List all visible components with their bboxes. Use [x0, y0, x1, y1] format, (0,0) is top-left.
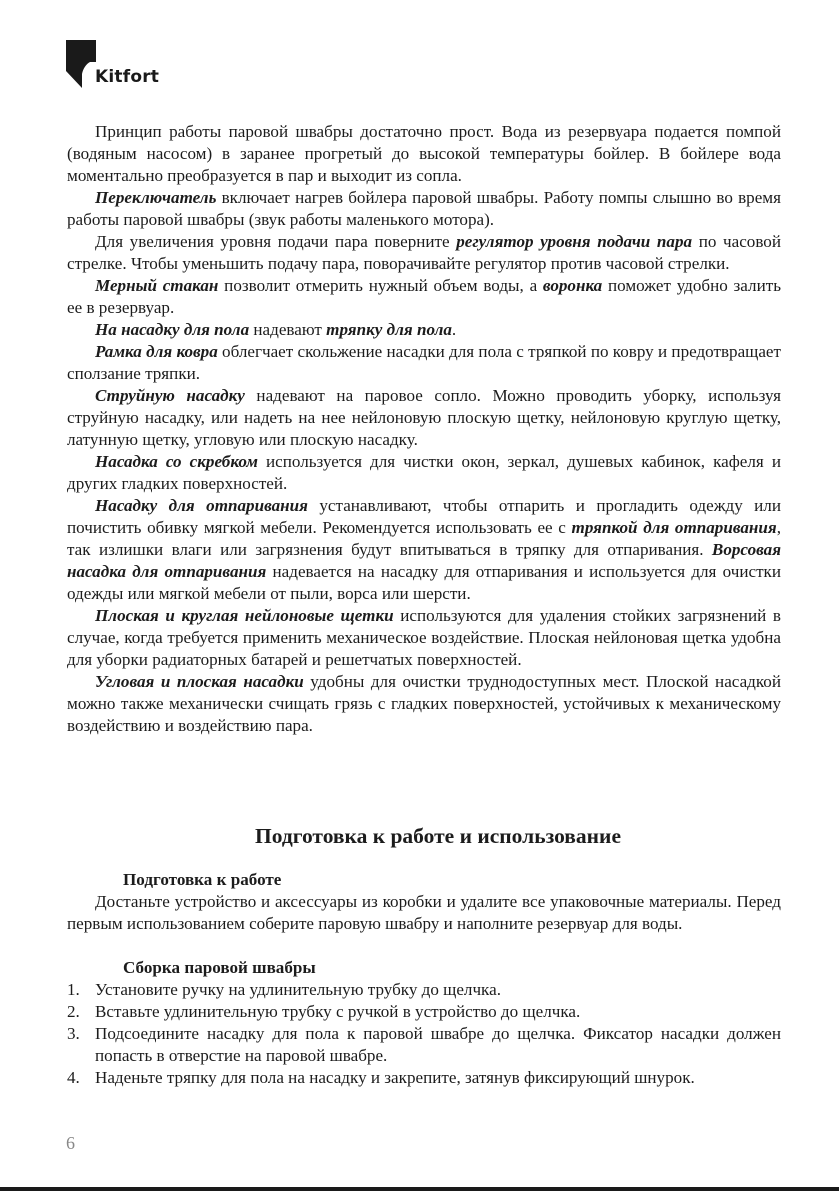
body-text: поможет удобно залить ее в резервуар.: [67, 276, 781, 317]
assembly-step: [67, 1067, 781, 1089]
step-text: Наденьте тряпку для пола на насадку и закрепите, затянув фиксирующий шнурок.: [95, 1068, 695, 1087]
assembly-step: [67, 1023, 781, 1067]
intro-paragraph: [67, 121, 781, 187]
step-number: 1.: [67, 980, 80, 999]
term-highlight: Струйную насадку: [95, 386, 245, 405]
body-text: удобны для очистки труднодоступных мест. Плоской насадкой можно также механически счищать грязь с гладких поверхностей, устойчивых к механическому воздействию и воздействию пара.: [67, 672, 781, 735]
assembly-steps: [67, 979, 781, 1089]
term-highlight: На насадку для пола: [95, 320, 250, 339]
body-text: включает нагрев бойлера паровой швабры. Работу помпы слышно во время работы паровой швабры (звук работы маленького мотора).: [67, 188, 781, 229]
step-text: Подсоедините насадку для пола к паровой швабре до щелчка. Фиксатор насадки должен попасть в отверстие на паровой швабре.: [95, 1024, 781, 1065]
intro-paragraph: [67, 385, 781, 451]
assembly-step: [67, 979, 781, 1001]
term-highlight: воронка: [542, 276, 603, 295]
intro-paragraph: [67, 275, 781, 319]
page-number: 6: [66, 1133, 75, 1153]
preparation-section: [67, 869, 781, 1089]
body-text: надевают: [249, 320, 327, 339]
kitfort-logo-icon: [66, 40, 96, 88]
term-highlight: Ворсовая насадка для отпаривания: [67, 540, 781, 581]
intro-paragraph: [67, 187, 781, 231]
term-highlight: Мерный стакан: [95, 276, 219, 295]
assembly-step: [67, 1001, 781, 1023]
body-text: облегчает скольжение насадки для пола с тряпкой по ковру и предотвращает сползание тряпки.: [67, 342, 781, 383]
body-text: .: [451, 320, 457, 339]
term-highlight: тряпку для пола: [326, 320, 452, 339]
term-highlight: Рамка для ковра: [95, 342, 218, 361]
body-text: по часовой стрелке. Чтобы уменьшить подачу пара, поворачивайте регулятор против часовой стрелки.: [67, 232, 781, 273]
body-text: устанавливают, чтобы отпарить и прогладить одежду или почистить обивку мягкой мебели. Рекомендуется использовать ее с: [67, 496, 781, 537]
step-number: 2.: [67, 1002, 80, 1021]
term-highlight: Насадка со скребком: [95, 452, 258, 471]
term-highlight: Переключатель: [95, 188, 217, 207]
term-highlight: Плоская и круглая нейлоновые щетки: [95, 606, 394, 625]
body-text: надевают на паровое сопло. Можно проводить уборку, используя струйную насадку, или надеть на нее нейлоновую плоскую щетку, нейлоновую круглую щетку, латунную щетку, угловую или плоскую насадку.: [67, 386, 781, 449]
term-highlight: регулятор уровня подачи пара: [456, 232, 693, 251]
brand-name: Kitfort: [95, 67, 160, 87]
step-number: 4.: [67, 1068, 80, 1087]
intro-paragraph: [67, 671, 781, 737]
section-title: Подготовка к работе и использование: [255, 824, 621, 848]
body-text: используется для чистки окон, зеркал, душевых кабинок, кафеля и других гладких поверхностей.: [67, 452, 781, 493]
step-text: Вставьте удлинительную трубку с ручкой в устройство до щелчка.: [95, 1002, 581, 1021]
intro-paragraph: [67, 605, 781, 671]
step-text: Установите ручку на удлинительную трубку до щелчка.: [95, 980, 501, 999]
prep-paragraph: Достаньте устройство и аксессуары из коробки и удалите все упаковочные материалы. Перед первым использованием соберите паровую швабру и наполните резервуар для воды.: [67, 892, 781, 933]
intro-paragraph: [67, 451, 781, 495]
intro-paragraph: [67, 495, 781, 605]
intro-paragraph: [67, 341, 781, 385]
assembly-heading: Сборка паровой швабры: [123, 958, 316, 977]
body-text: Принцип работы паровой швабры достаточно прост. Вода из резервуара подается помпой (водяным насосом) в заранее прогретый до высокой температуры бойлер. В бойлере вода моментально преобразуется в пар и выходит из сопла.: [67, 122, 781, 185]
body-text: надевается на насадку для отпаривания и используется для очистки одежды или мягкой мебели от пыли, ворса или шерсти.: [67, 562, 781, 603]
step-number: 3.: [67, 1024, 80, 1043]
term-highlight: Угловая и плоская насадки: [95, 672, 304, 691]
intro-text: [67, 121, 781, 737]
intro-paragraph: [67, 319, 781, 341]
body-text: позволит отмерить нужный объем воды, а: [218, 276, 543, 295]
bottom-rule: [0, 1187, 839, 1191]
brand-logo: [66, 40, 196, 90]
intro-paragraph: [67, 231, 781, 275]
term-highlight: Насадку для отпаривания: [95, 496, 308, 515]
body-text: Для увеличения уровня подачи пара поверните: [95, 232, 457, 251]
term-highlight: тряпкой для отпаривания: [571, 518, 777, 537]
body-text: используются для удаления стойких загрязнений в случае, когда требуется применить механическое воздействие. Плоская нейлоновая щетка удобна для уборки радиаторных батарей и решетчатых поверхностей.: [67, 606, 781, 669]
prep-heading: Подготовка к работе: [123, 870, 282, 889]
body-text: , так излишки влаги или загрязнения будут впитываться в тряпку для отпаривания.: [67, 518, 782, 559]
